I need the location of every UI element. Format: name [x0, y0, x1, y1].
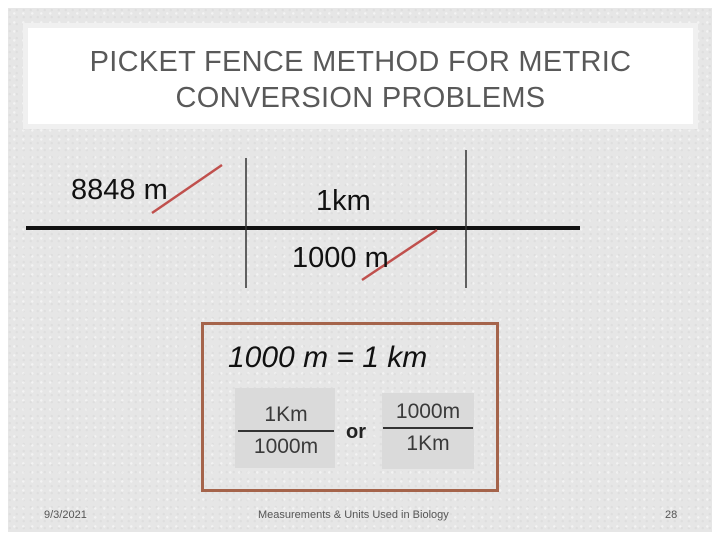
title-line-2: CONVERSION PROBLEMS — [175, 82, 546, 114]
fraction-2-numerator: 1000m — [395, 400, 461, 423]
fence-top-left-value: 8848 m — [71, 174, 168, 206]
footer-page-number: 28 — [665, 509, 678, 521]
fraction-1 — [238, 403, 334, 459]
fraction-1-bar — [238, 430, 334, 432]
fraction-2-denominator: 1Km — [406, 432, 450, 455]
footer-date: 9/3/2021 — [44, 509, 87, 521]
fraction-1-denominator: 1000m — [253, 435, 319, 458]
fence-bottom-middle-value: 1000 m — [292, 242, 389, 274]
fraction-2-bar — [383, 427, 473, 429]
footer-subject: Measurements & Units Used in Biology — [258, 509, 449, 521]
fraction-1-numerator: 1Km — [264, 403, 308, 426]
title-line-1: PICKET FENCE METHOD FOR METRIC — [89, 46, 632, 78]
fraction-2 — [383, 400, 473, 456]
fence-top-middle-value: 1km — [316, 185, 371, 217]
or-label: or — [346, 421, 366, 443]
conversion-equation: 1000 m = 1 km — [228, 341, 428, 374]
